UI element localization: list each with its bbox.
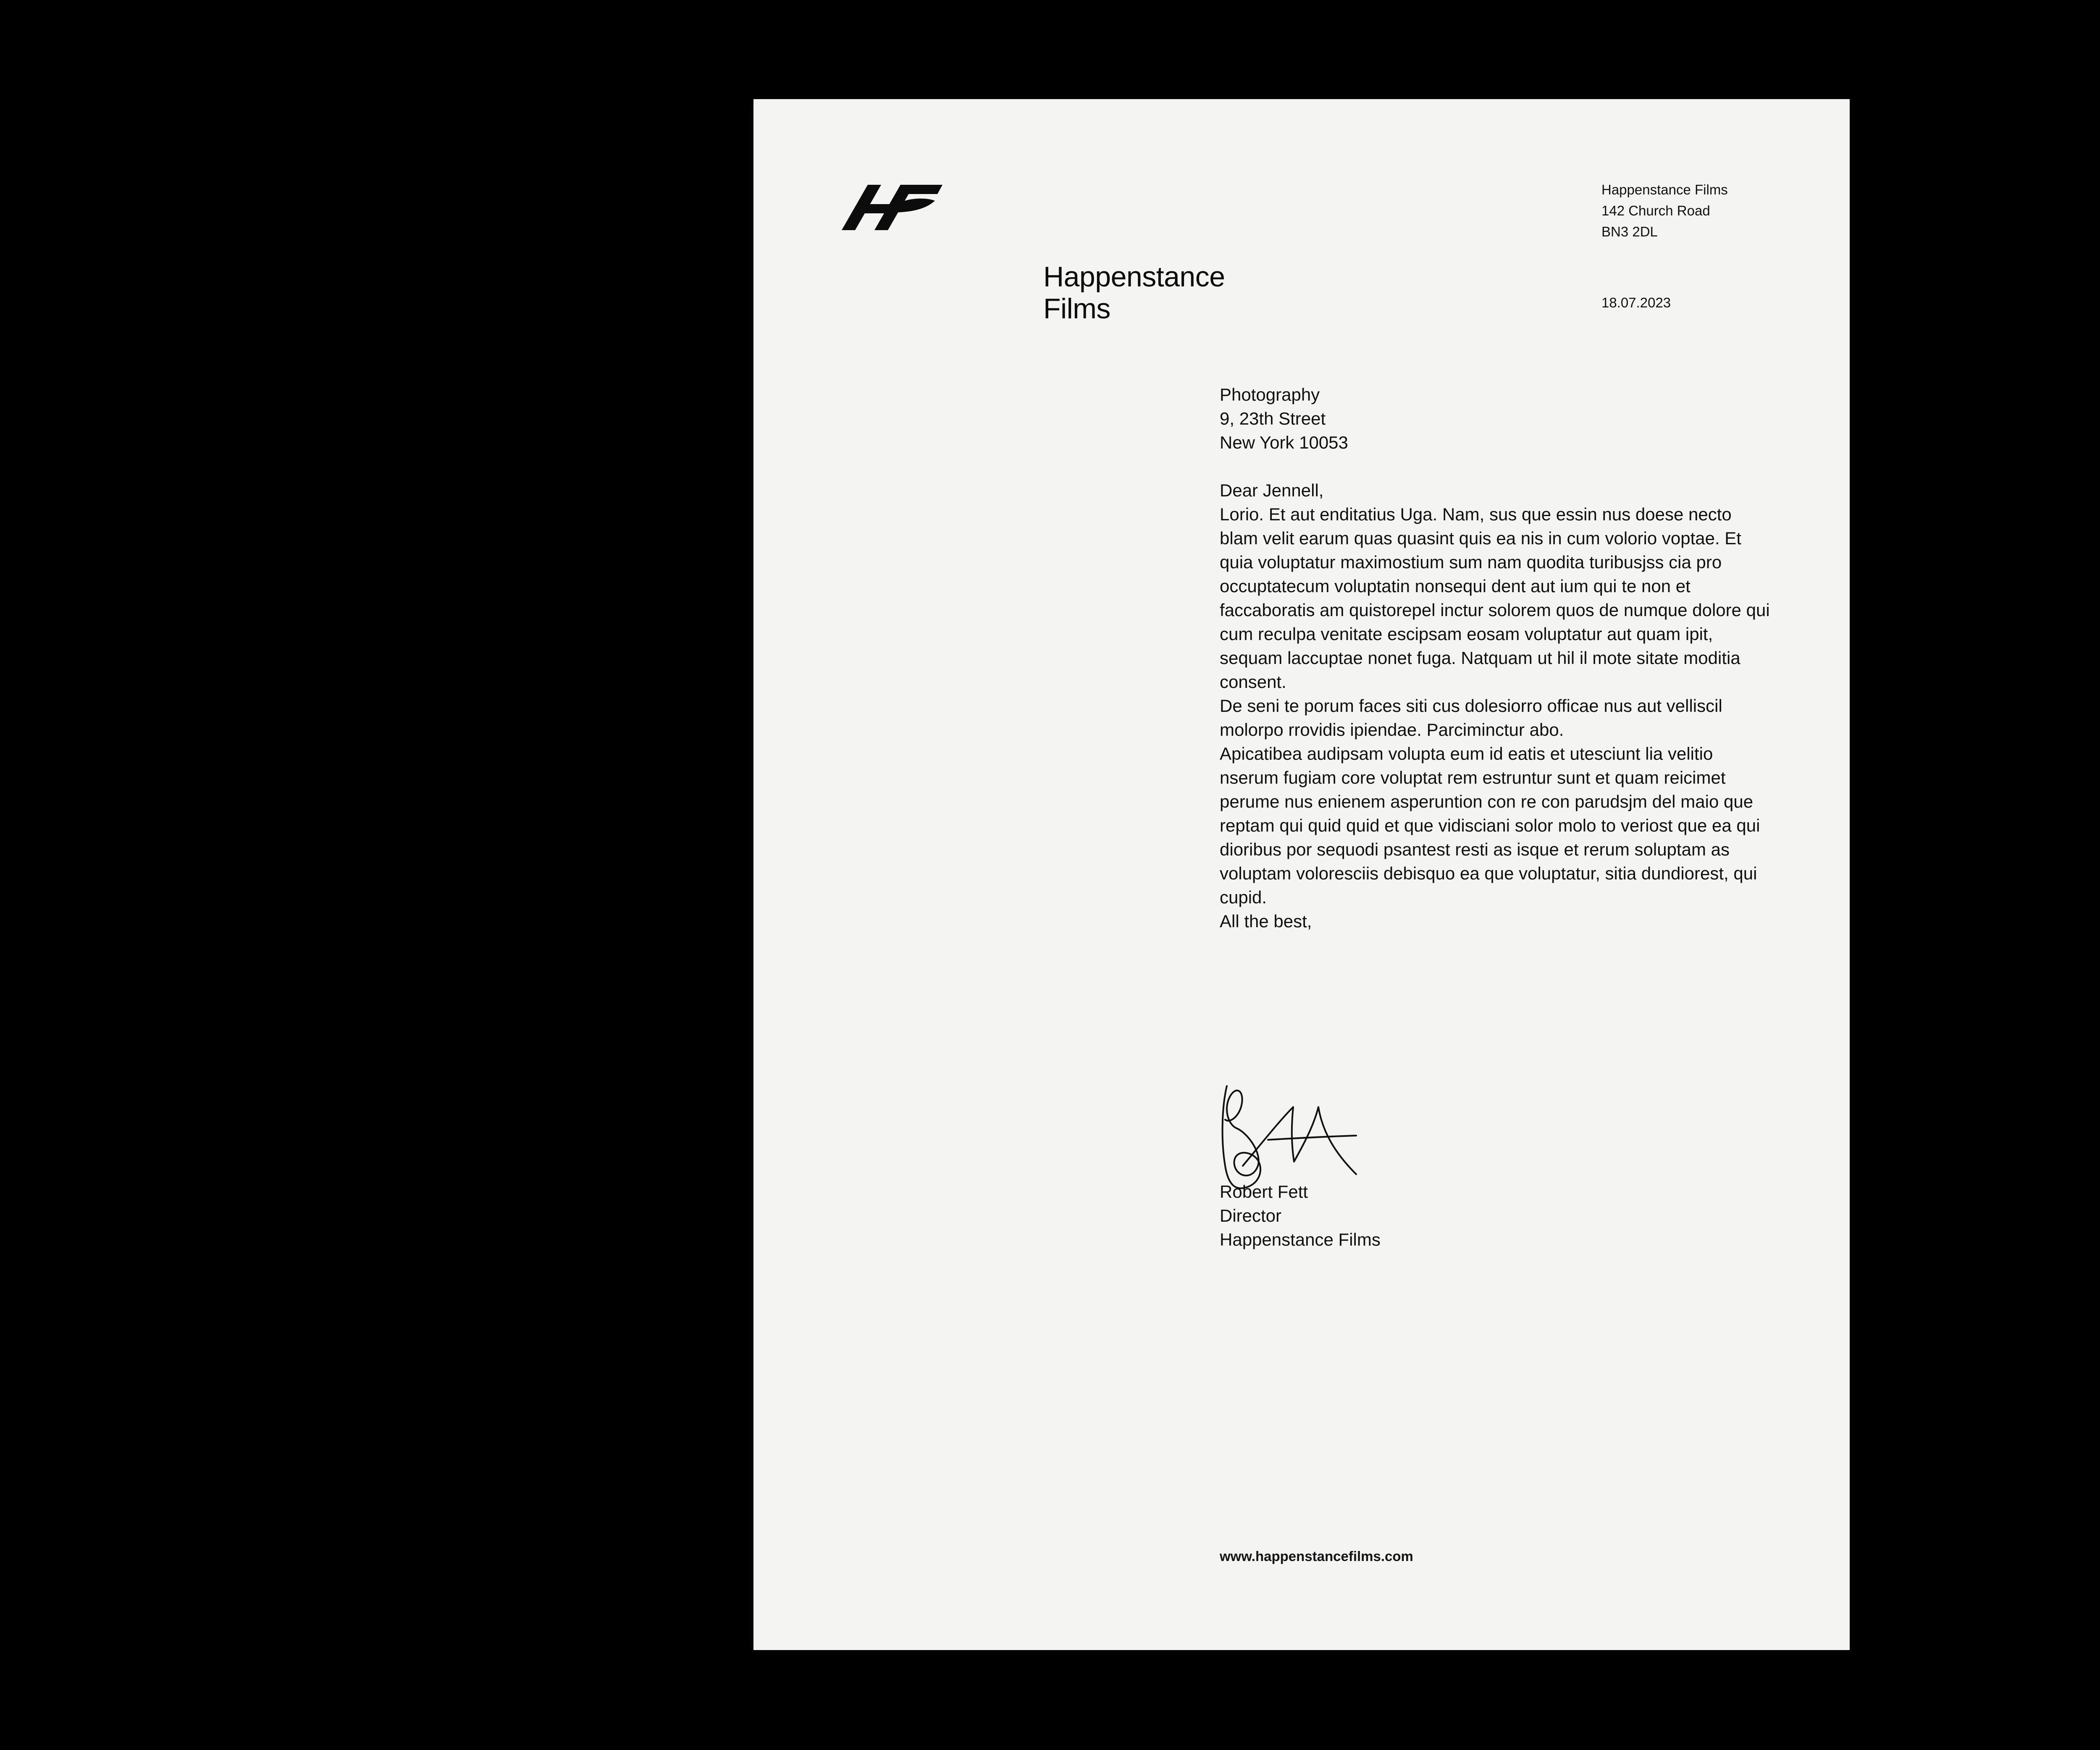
body-paragraph-2: De seni te porum faces siti cus dolesiorro officae nus aut velliscil molorpo rrovidis ipiendae. Parciminctur abo. [1220,696,1722,740]
company-logo [837,179,1225,325]
letter-date: 18.07.2023 [1601,295,1671,310]
recipient-line1: Photography [1220,385,1320,404]
body-paragraph-3: Apicatibea audipsam volupta eum id eatis et utesciunt lia velitio nserum fugiam core voluptat rem estruntur sunt et quam reicimet perume nus enienem asperuntion con re con parudsjm del maio que reptam qui quid quid et que vidisciani solor molo to veriost que ea qui dioribus por sequodi psantest resti as isque et rerum soluptam as voluptam voloresciis debisquo ea que voluptatur, sitia dundiorest, qui cupid. [1220,744,1760,907]
signatory-company: Happenstance Films [1220,1230,1381,1249]
recipient-line3: New York 10053 [1220,433,1348,452]
company-wordmark [1043,261,1225,325]
sender-postcode: BN3 2DL [1601,224,1658,239]
signatory-title: Director [1220,1206,1282,1225]
sender-name: Happenstance Films [1601,182,1728,197]
website-link[interactable]: www.happenstancefilms.com [1220,1548,1413,1564]
salutation: Dear Jennell, [1220,480,1324,500]
sender-address [1601,179,1728,242]
sender-street: 142 Church Road [1601,203,1710,218]
signatory-name: Robert Fett [1220,1182,1308,1202]
closing: All the best, [1220,911,1312,931]
handwritten-signature [1218,1061,1369,1199]
company-name-line1: Happenstance [1043,261,1225,293]
letterhead-sheet [753,99,1850,1650]
hf-logo-icon [837,179,942,236]
letter-body [1220,383,1774,933]
recipient-address [1220,383,1774,454]
company-name-line2: Films [1043,293,1110,325]
recipient-line2: 9, 23th Street [1220,409,1326,428]
signatory-block [1220,1180,1381,1251]
body-paragraph-1: Lorio. Et aut enditatius Uga. Nam, sus que essin nus doese necto blam velit earum quas quasint quis ea nis in cum volorio voptae. Et quia voluptatur maximostium sum nam quodita turibusjss cia pro occuptatecum voluptatin nonsequi dent aut ium qui te non et faccaboratis am quistorepel inctur solorem quos de numque dolore qui cum reculpa venitate escipsam eosam voluptatur aut quam ipit, sequam laccuptae nonet fuga. Natquam ut hil il mote sitate moditia consent. [1220,504,1770,692]
